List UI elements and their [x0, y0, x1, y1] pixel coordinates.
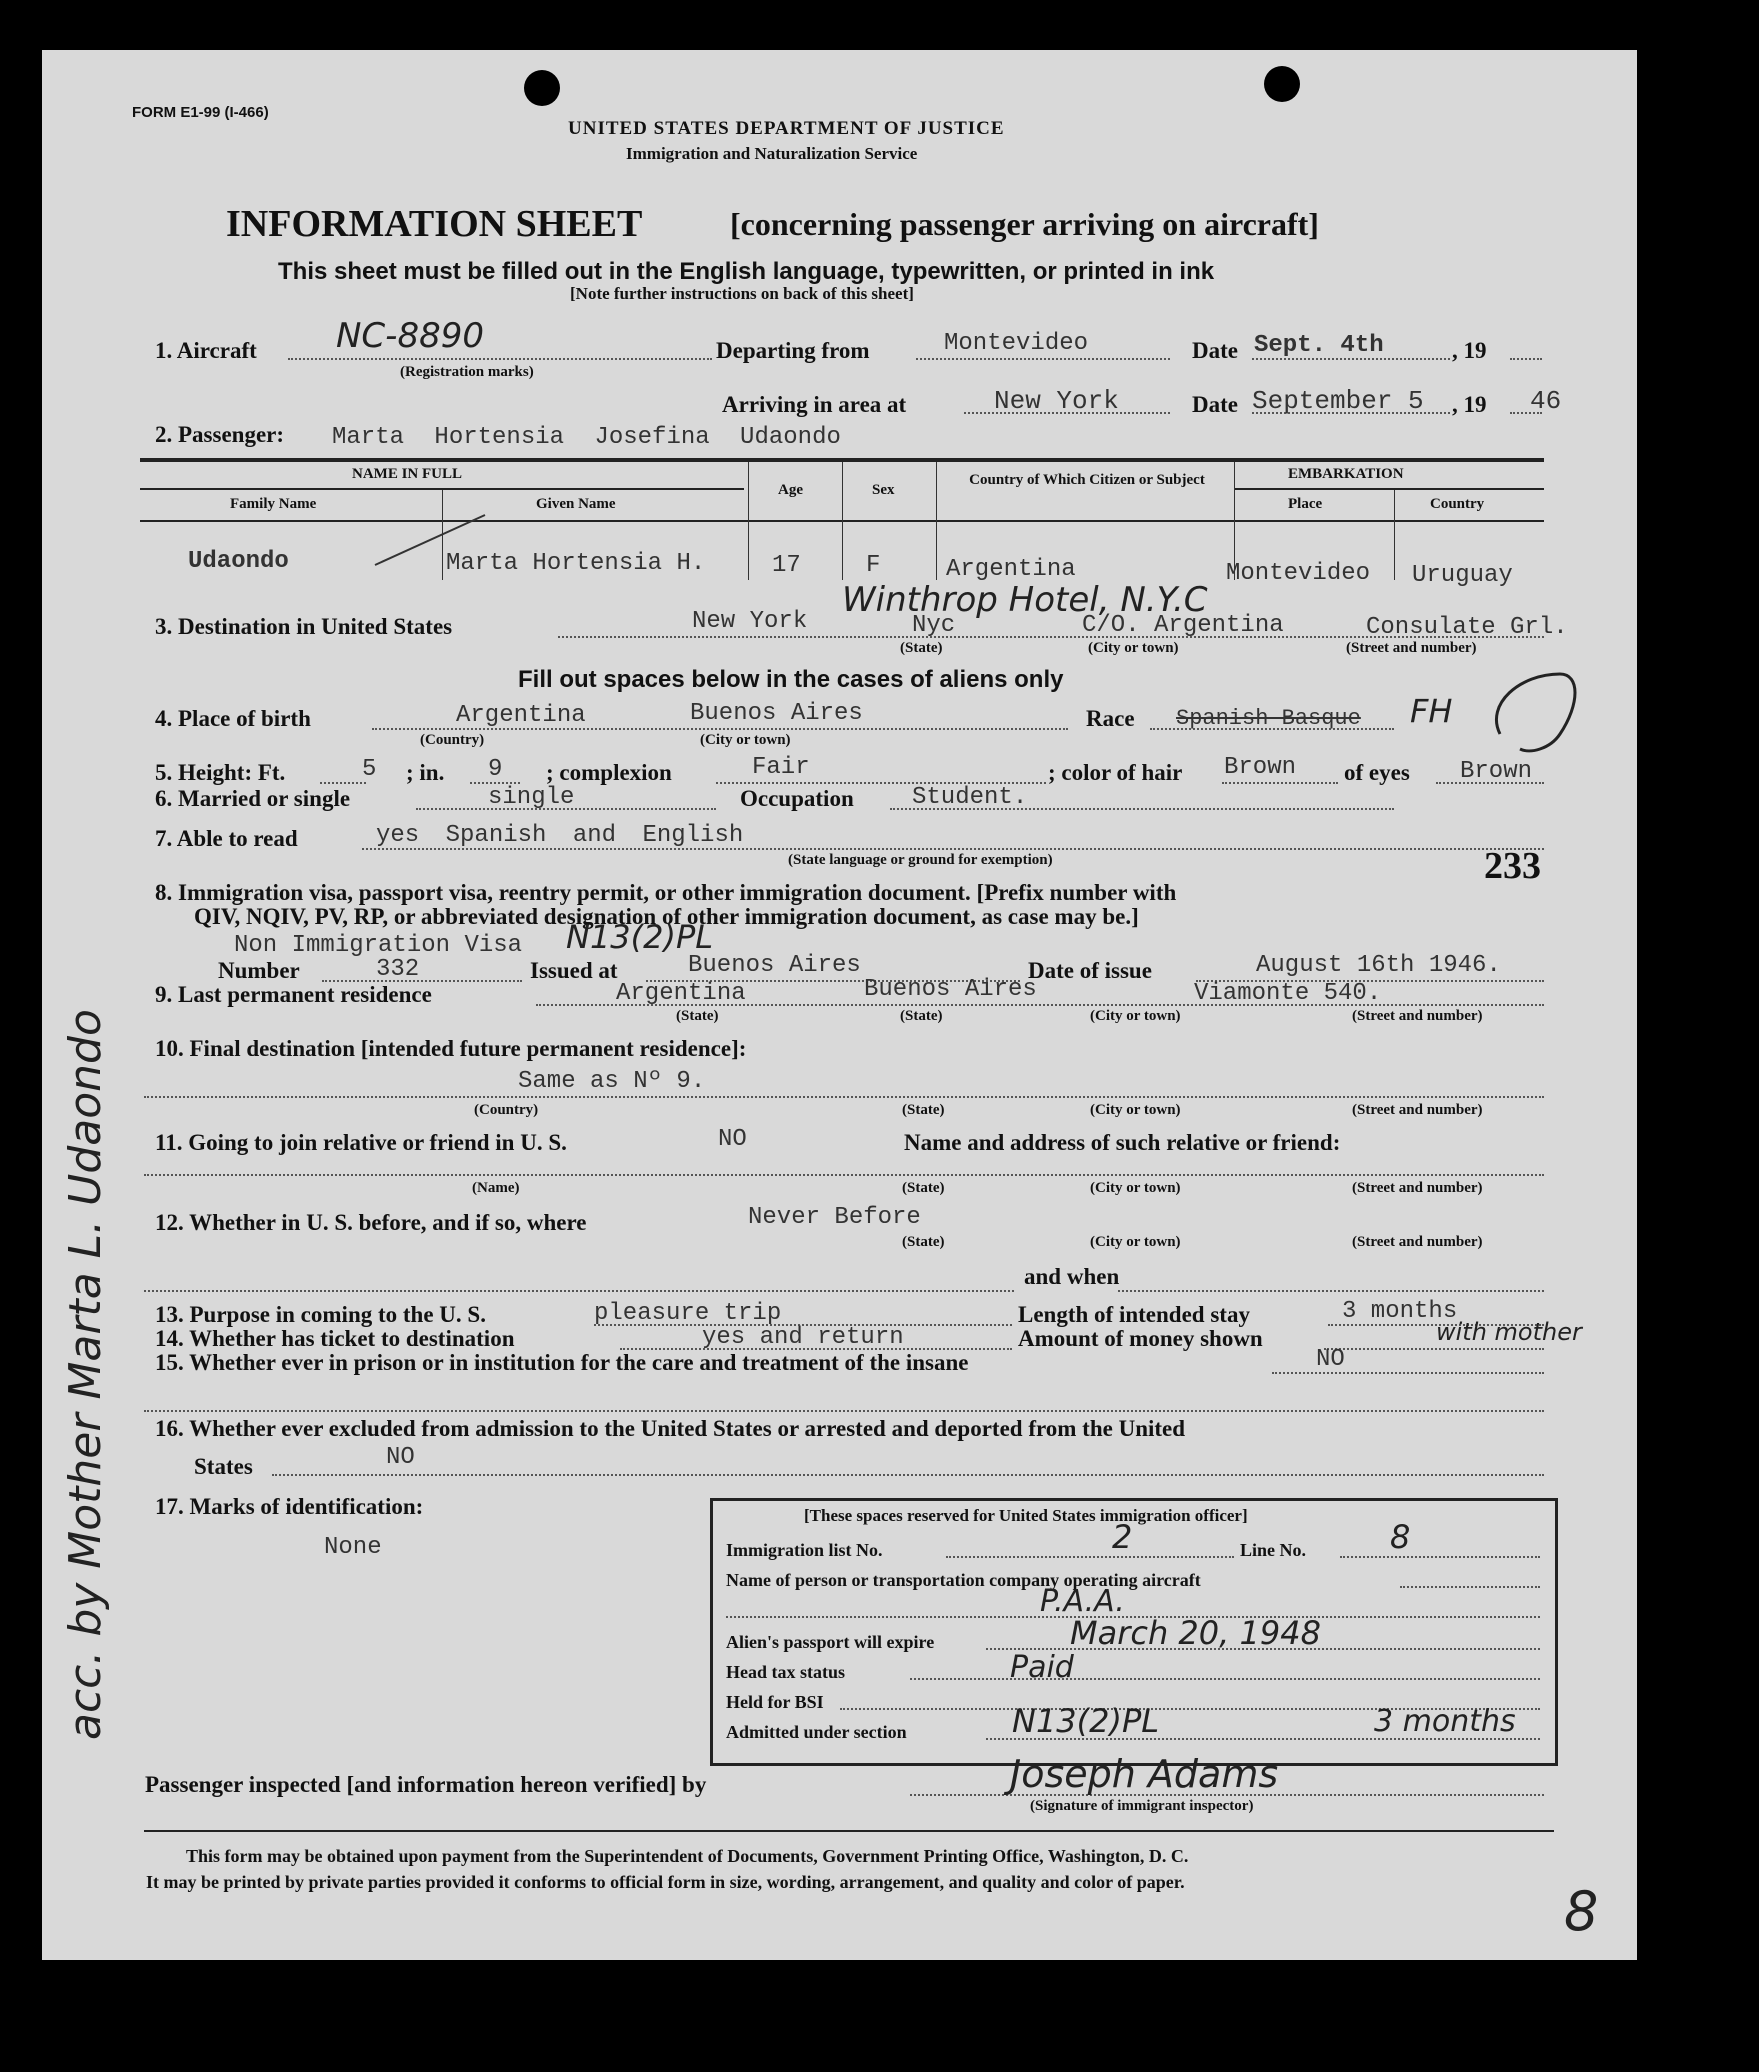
instructions: This sheet must be filled out in the English language, typewritten, or printed in ink [278, 258, 1215, 285]
margin-annotation: acc. by Mother Marta L. Udaondo [60, 1009, 111, 1740]
field-label: 5. Height: Ft. [155, 760, 286, 785]
hair-value: Brown [1224, 754, 1297, 781]
section-value: N13(2)PL [1012, 1702, 1160, 1740]
service: Immigration and Naturalization Service [626, 144, 918, 163]
identification-value: None [324, 1534, 382, 1561]
cell-given: Marta Hortensia H. [446, 550, 706, 577]
visa-type: Non Immigration Visa [234, 932, 523, 959]
final-destination-value: Same as Nº 9. [518, 1068, 706, 1095]
field-label: Head tax status [726, 1662, 846, 1682]
field-hint: (State) [900, 640, 943, 656]
field-hint: (Signature of immigrant inspector) [1030, 1798, 1254, 1814]
field-label: Arriving in area at [722, 392, 907, 417]
field-label: 9. Last permanent residence [155, 982, 432, 1007]
cell-family: Udaondo [188, 548, 289, 575]
punch-hole [1264, 66, 1300, 102]
visa-number: 332 [376, 956, 420, 983]
excluded-value: NO [386, 1444, 415, 1471]
race-value: Spanish Basque [1176, 706, 1361, 731]
read-value: yes Spanish and English [376, 822, 744, 849]
field-label: 10. Final destination [intended future permanent residence]: [155, 1036, 747, 1061]
destination-city: Nyc [912, 612, 956, 639]
punch-hole [524, 70, 560, 106]
department: UNITED STATES DEPARTMENT OF JUSTICE [568, 118, 1005, 139]
field-label: of eyes [1344, 760, 1410, 785]
instructions-note: [Note further instructions on back of this sheet] [570, 284, 914, 303]
field-label: 16. Whether ever excluded from admission to the United States or arrested and deported from the United [155, 1416, 1186, 1441]
height-inches: 9 [488, 756, 503, 783]
destination-street: Consulate Grl. [1366, 614, 1568, 641]
destination-state: New York [692, 608, 808, 635]
field-hint: (City or town) [700, 732, 791, 748]
residence-street: Viamonte 540. [1194, 980, 1382, 1007]
column-header: Place [1288, 496, 1323, 512]
field-label: 8. Immigration visa, passport visa, reentry permit, or other immigration document. [Prefix number with [155, 880, 1177, 905]
field-label: 1. Aircraft [155, 338, 257, 363]
ticket-value: yes and return [702, 1324, 904, 1351]
cell-country: Argentina [946, 556, 1076, 583]
column-header: Country [1430, 496, 1485, 512]
field-hint: (City or town) [1088, 640, 1179, 656]
head-tax-value: Paid [1010, 1650, 1074, 1685]
residence-state: Buenos Aires [864, 976, 1037, 1003]
eyes-value: Brown [1460, 758, 1533, 785]
cell-place: Montevideo [1226, 560, 1371, 587]
list-number: 2 [1112, 1518, 1133, 1556]
issued-at-value: Buenos Aires [688, 952, 861, 979]
departing-date: Sept. 4th [1254, 332, 1384, 359]
cell-embark-country: Uruguay [1412, 562, 1513, 589]
field-label: Date of issue [1028, 958, 1152, 983]
cell-sex: F [866, 552, 881, 579]
arriving-date: September 5 [1252, 386, 1424, 416]
field-label: ; complexion [546, 760, 672, 785]
arriving-value: New York [994, 386, 1119, 416]
field-hint: (Name) [472, 1180, 520, 1196]
destination-careof: C/O. Argentina [1082, 612, 1284, 639]
field-label: Admitted under section [726, 1722, 907, 1742]
purpose-value: pleasure trip [594, 1300, 782, 1327]
field-hint: (State) [902, 1234, 945, 1250]
field-label: Number [218, 958, 300, 983]
field-label: Line No. [1240, 1540, 1307, 1560]
field-label: Issued at [530, 958, 618, 983]
field-label: QIV, NQIV, PV, RP, or abbreviated designation of other immigration document, as case may be.] [194, 904, 1139, 929]
marital-value: single [488, 784, 575, 811]
field-label: 17. Marks of identification: [155, 1494, 424, 1519]
column-header: Family Name [230, 496, 317, 512]
field-label: 4. Place of birth [155, 706, 311, 731]
form-number: FORM E1-99 (I-466) [132, 104, 269, 121]
footer-line: This form may be obtained upon payment from the Superintendent of Documents, Government Printing Office, Washington, D. C. [186, 1846, 1189, 1866]
field-hint: (Country) [420, 732, 485, 748]
page-subtitle: [concerning passenger arriving on aircraft] [730, 206, 1319, 242]
field-hint: (Country) [474, 1102, 539, 1118]
field-label: ; color of hair [1048, 760, 1183, 785]
field-hint: (City or town) [1090, 1008, 1181, 1024]
occupation-value: Student. [912, 784, 1028, 811]
race-handwritten: FH [1410, 692, 1453, 730]
column-header: Age [778, 482, 803, 498]
field-label: Date [1192, 392, 1238, 417]
cell-age: 17 [772, 552, 801, 579]
field-hint: (State) [902, 1102, 945, 1118]
field-hint: (City or town) [1090, 1180, 1181, 1196]
field-label: Amount of money shown [1018, 1326, 1263, 1351]
passport-expiry: March 20, 1948 [1070, 1614, 1321, 1652]
money-value: with mother [1436, 1318, 1582, 1346]
birth-city: Buenos Aires [690, 700, 863, 727]
field-hint: (Registration marks) [400, 364, 534, 380]
field-label: , 19 [1452, 392, 1487, 417]
field-label: 15. Whether ever in prison or in institution for the care and treatment of the insane [155, 1350, 969, 1375]
join-relative-value: NO [718, 1126, 747, 1153]
page-number: 8 [1564, 1880, 1599, 1943]
passenger-value: Marta Hortensia Josefina Udaondo [332, 424, 841, 451]
arriving-year: 46 [1530, 386, 1562, 416]
visa-handwritten: N13(2)PL [566, 918, 714, 956]
column-group-header: EMBARKATION [1288, 466, 1404, 482]
destination-handwritten: Winthrop Hotel, N.Y.C [842, 580, 1208, 620]
birth-country: Argentina [456, 702, 586, 729]
field-label: Alien's passport will expire [726, 1632, 935, 1652]
column-header: Country of Which Citizen or Subject [969, 472, 1205, 488]
officer-box-title: [These spaces reserved for United States immigration officer] [804, 1506, 1248, 1525]
field-label: Name and address of such relative or friend: [904, 1130, 1341, 1155]
race-circle-mark [1480, 664, 1590, 764]
field-label: 13. Purpose in coming to the U. S. [155, 1302, 486, 1327]
field-label: and when [1024, 1264, 1120, 1289]
line-number: 8 [1390, 1518, 1411, 1556]
field-hint: (Street and number) [1352, 1234, 1483, 1250]
height-feet: 5 [362, 756, 377, 783]
field-label: Date [1192, 338, 1238, 363]
field-label: 12. Whether in U. S. before, and if so, where [155, 1210, 587, 1235]
field-hint: (Street and number) [1346, 640, 1477, 656]
field-label: Departing from [716, 338, 870, 363]
field-hint: (State) [902, 1180, 945, 1196]
field-label: 6. Married or single [155, 786, 351, 811]
field-label: Length of intended stay [1018, 1302, 1250, 1327]
field-label: 3. Destination in United States [155, 614, 453, 639]
column-group-header: NAME IN FULL [352, 466, 463, 482]
aircraft-value: NC-8890 [336, 316, 484, 356]
field-hint: (State) [900, 1008, 943, 1024]
previous-visit-value: Never Before [748, 1204, 921, 1231]
column-header: Given Name [536, 496, 616, 512]
field-label: Passenger inspected [and information hereon verified] by [145, 1772, 707, 1797]
field-label: States [194, 1454, 253, 1479]
residence-country: Argentina [616, 980, 746, 1007]
stay-length-value: 3 months [1342, 1298, 1458, 1325]
section-duration: 3 months [1374, 1704, 1516, 1739]
stamp-number: 233 [1484, 845, 1541, 887]
field-label: 7. Able to read [155, 826, 298, 851]
complexion-value: Fair [752, 754, 810, 781]
field-hint: (Street and number) [1352, 1180, 1483, 1196]
field-hint: (State) [676, 1008, 719, 1024]
field-label: 2. Passenger: [155, 422, 285, 447]
institution-value: NO [1316, 1346, 1345, 1373]
field-label: Race [1086, 706, 1135, 731]
column-header: Sex [872, 482, 895, 498]
field-label: , 19 [1452, 338, 1487, 363]
field-label: 11. Going to join relative or friend in U. S. [155, 1130, 567, 1155]
field-hint: (State language or ground for exemption) [788, 852, 1053, 868]
field-label: Immigration list No. [726, 1540, 883, 1560]
field-label: Occupation [740, 786, 854, 811]
inspector-signature: Joseph Adams [1010, 1752, 1279, 1796]
field-hint: (City or town) [1090, 1234, 1181, 1250]
company-value: P.A.A. [1040, 1584, 1125, 1619]
field-label: 14. Whether has ticket to destination [155, 1326, 515, 1351]
field-label: Held for BSI [726, 1692, 824, 1712]
field-label: Name of person or transportation company operating aircraft [726, 1570, 1201, 1590]
field-hint: (City or town) [1090, 1102, 1181, 1118]
page-title: INFORMATION SHEET [226, 203, 643, 245]
aliens-heading: Fill out spaces below in the cases of aliens only [518, 666, 1064, 693]
issue-date-value: August 16th 1946. [1256, 952, 1501, 979]
field-label: ; in. [406, 760, 445, 785]
footer-line: It may be printed by private parties provided it conforms to official form in size, wording, arrangement, and quality and color of paper. [146, 1872, 1185, 1892]
field-hint: (Street and number) [1352, 1008, 1483, 1024]
departing-value: Montevideo [944, 330, 1089, 357]
field-hint: (Street and number) [1352, 1102, 1483, 1118]
pen-strike [370, 510, 490, 570]
